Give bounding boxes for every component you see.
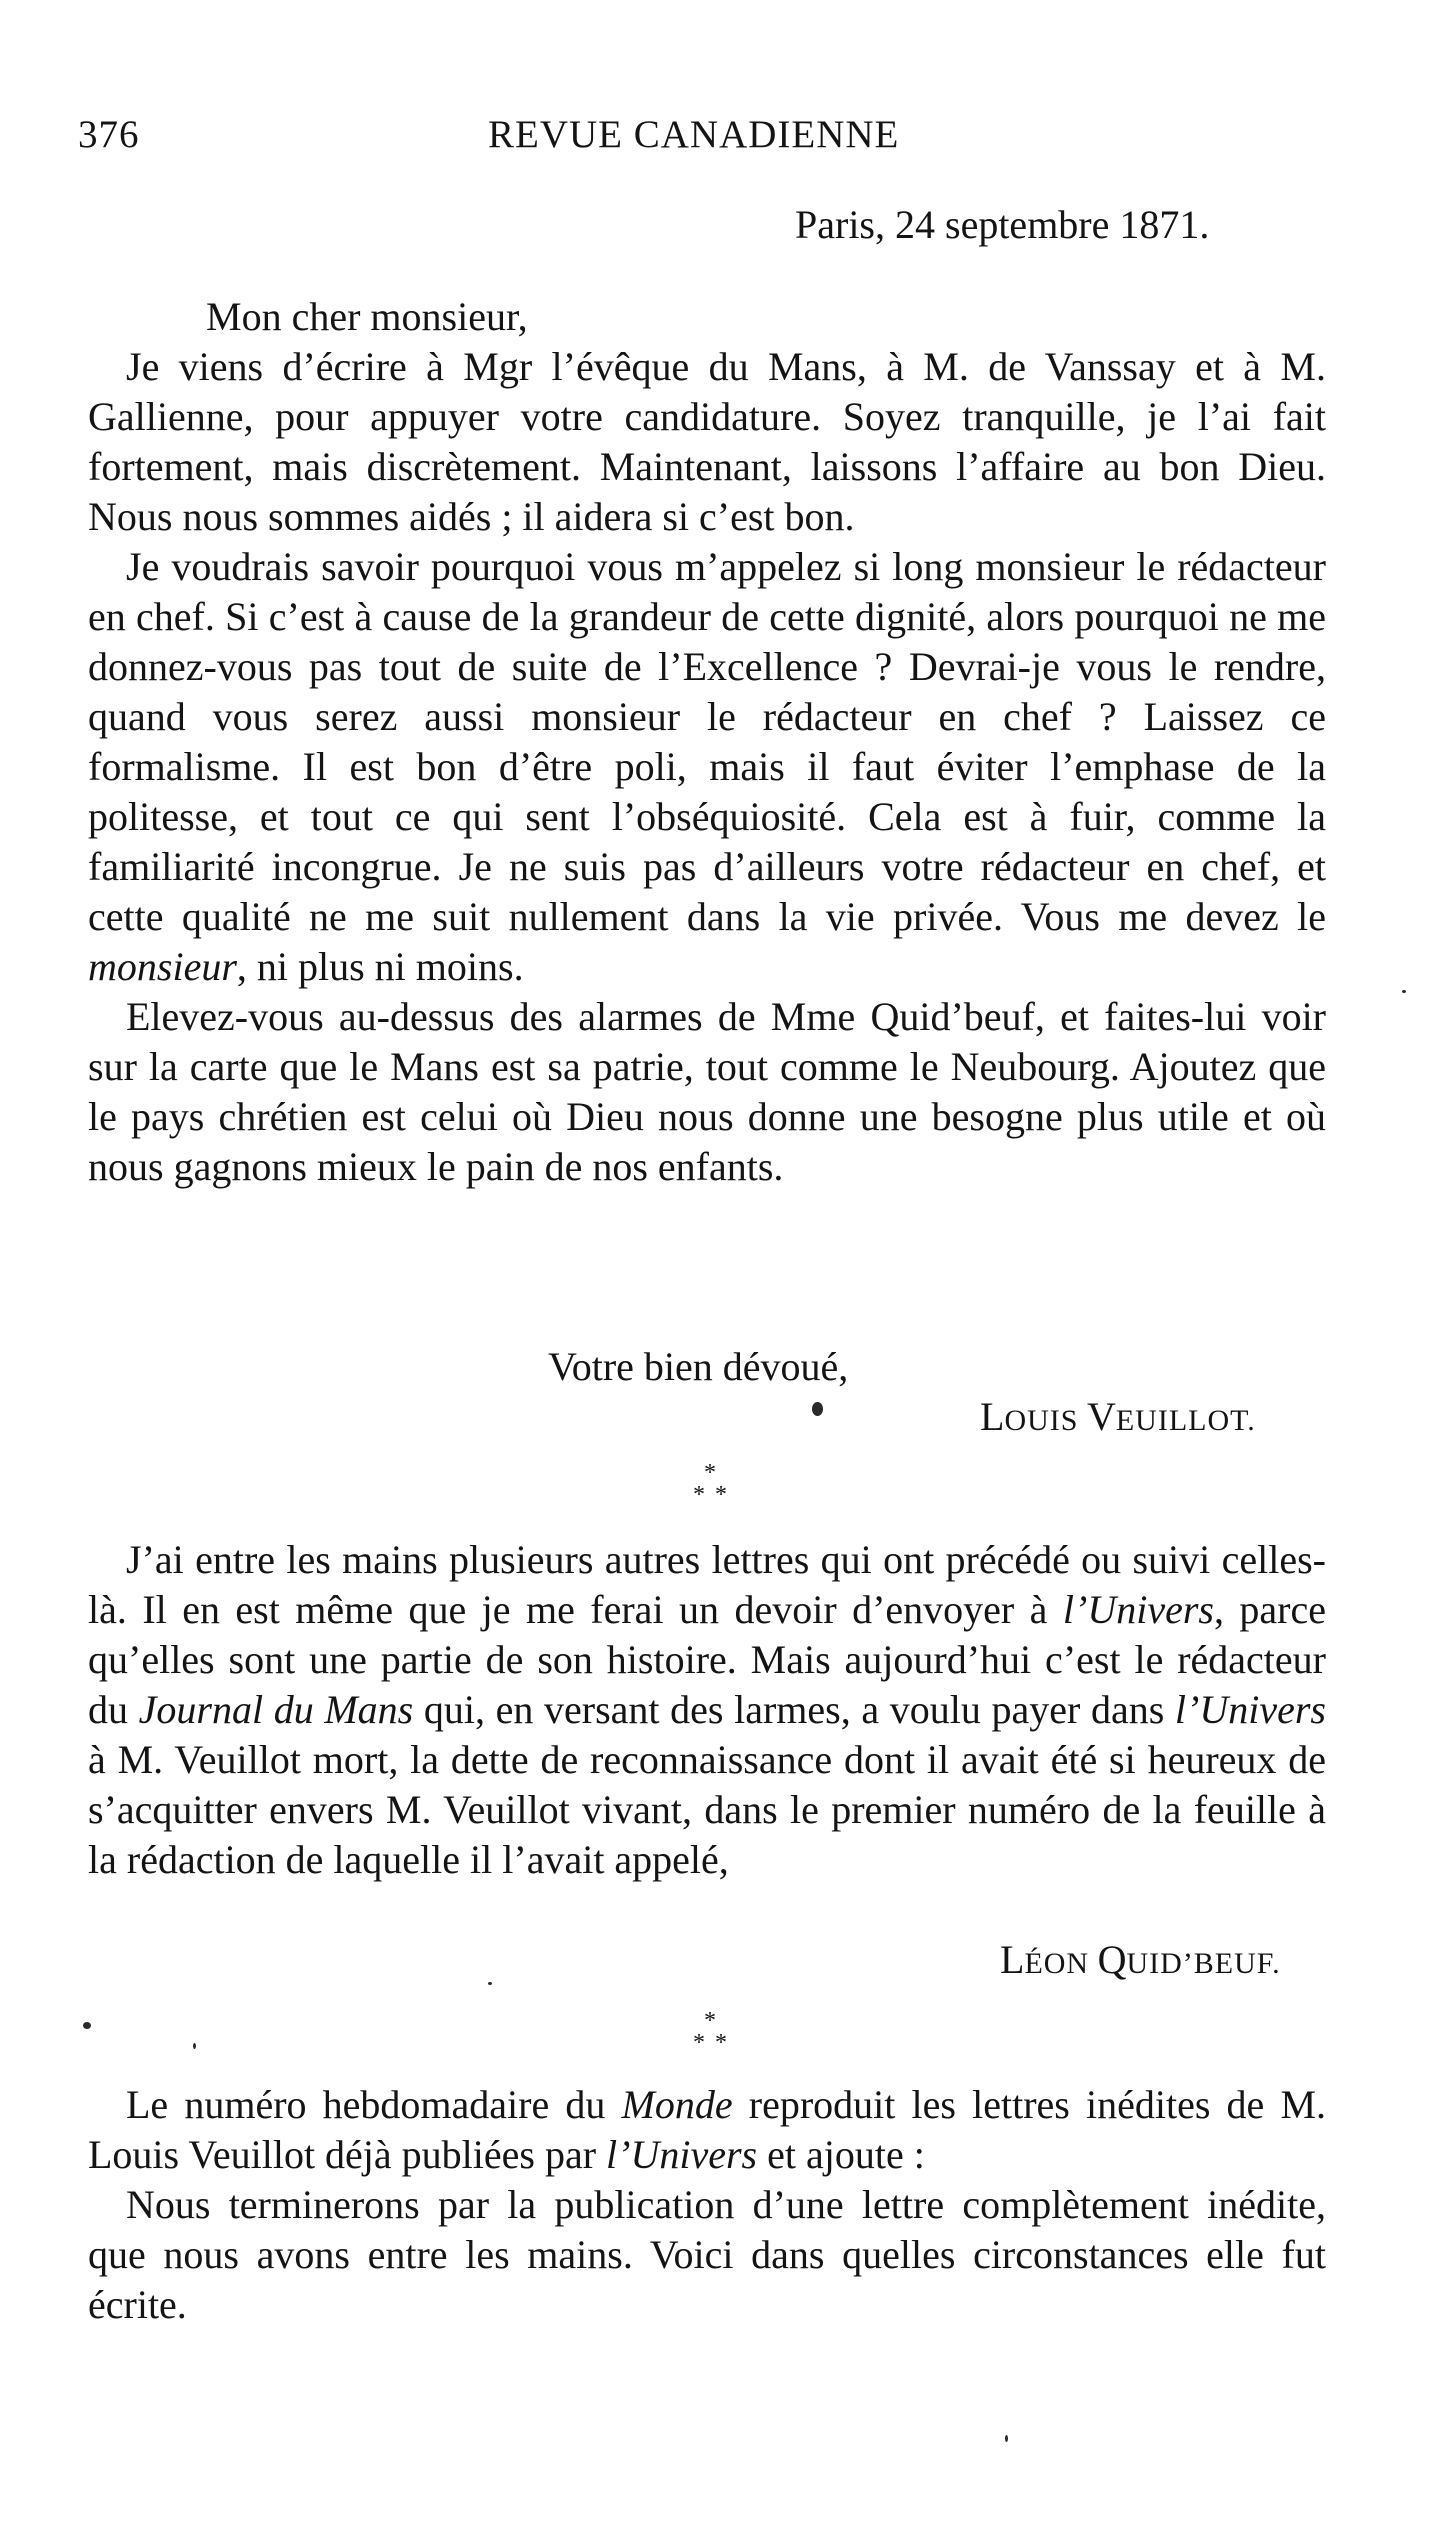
monde-note-italic-2: l’Univers (606, 2132, 758, 2177)
editor-note-text-1: J’ai entre les mains plusieurs autres lettres qui ont précédé ou suivi celles-là. Il en est même que je me ferai un devoir d’envoyer à (88, 1537, 1326, 1632)
editor-note-text-2: , parce qu’elles sont une partie de son histoire. Mais aujourd’hui c’est le rédacteur du (88, 1587, 1326, 1732)
editor-note-italic-3: l’Univers (1174, 1687, 1326, 1732)
editor-note (88, 1535, 1326, 1885)
editor-signature-initial-2: Q (1097, 1937, 1127, 1982)
separator-1-top: * (704, 1460, 716, 1486)
separator-2-top: * (704, 2008, 716, 2034)
letter-paragraph-2 (88, 542, 1326, 992)
scan-speck (1402, 990, 1406, 993)
letter-dateline: Paris, 24 septembre 1871. (795, 202, 1210, 247)
editor-signature-initial-1: L (1000, 1937, 1025, 1982)
editor-note-paragraph (88, 1535, 1326, 1885)
letter-signature-rest-2: EUILLOT. (1115, 1404, 1256, 1437)
letter-paragraph-2-end: , ni plus ni moins. (236, 944, 524, 989)
monde-note (88, 2080, 1326, 2330)
page-header (78, 112, 1318, 172)
editor-note-text-4: à M. Veuillot mort, la dette de reconnaissance dont il avait été si heureux de s’acquitter envers M. Veuillot vivant, dans le premier numéro de la feuille à la rédaction de laquelle il l’avait appelé, (88, 1737, 1326, 1882)
letter-signature-rest-1: OUIS (1004, 1404, 1087, 1437)
separator-2-bottom: ** (693, 2030, 737, 2056)
letter-signature-initial-2: V (1086, 1394, 1116, 1439)
monde-note-text-2: reproduit les lettres inédites de M. Louis Veuillot déjà publiées par (88, 2082, 1327, 2177)
editor-note-italic-1: l’Univers (1062, 1587, 1214, 1632)
monde-note-text-3: et ajoute : (757, 2132, 925, 2177)
editor-note-text-3: qui, en versant des larmes, a voulu payer dans (413, 1687, 1175, 1732)
running-title: REVUE CANADIENNE (488, 113, 900, 156)
separator-1-bottom: ** (693, 1482, 737, 1508)
letter-paragraph-3: Elevez-vous au-dessus des alarmes de Mme Quid’beuf, et faites-lui voir sur la carte que le Mans est sa patrie, tout comme le Neubourg. Ajoutez que le pays chrétien est celui où Dieu nous donne une besogne plus utile et où nous gagnons mieux le pain de nos enfants. (88, 994, 1326, 1189)
monde-note-italic-1: Monde (621, 2082, 733, 2127)
page-number: 376 (78, 113, 140, 156)
letter-paragraph-2-text: Je voudrais savoir pourquoi vous m’appelez si long monsieur le rédacteur en chef. Si c’est à cause de la grandeur de cette dignité, alors pourquoi ne me donnez-vous pas tout de suite de l’Excellence ? Devrai-je vous le rendre, quand vous serez aussi monsieur le rédacteur en chef ? Laissez ce formalisme. Il est bon d’être poli, mais il faut éviter l’emphase de la politesse, et tout ce qui sent l’obséquiosité. Cela est à fuir, comme la familiarité incongrue. Je ne suis pas d’ailleurs votre rédacteur en chef, et cette qualité ne me suit nullement dans la vie privée. Vous me devez le (88, 544, 1326, 939)
scan-speck (1005, 2435, 1008, 2442)
letter-signature-initial-1: L (980, 1394, 1005, 1439)
monde-note-paragraph-2: Nous terminerons par la publication d’une lettre complètement inédite, que nous avons entre les mains. Voici dans quelles circonstances elle fut écrite. (88, 2182, 1326, 2327)
section-separator-1 (680, 1462, 740, 1512)
letter-paragraph-1: Je viens d’écrire à Mgr l’évêque du Mans, à M. de Vanssay et à M. Gallienne, pour appuyer votre candidature. Soyez tranquille, je l’ai fait fortement, mais discrètement. Maintenant, laissons l’affaire au bon Dieu. Nous nous sommes aidés ; il aidera si c’est bon. (88, 344, 1326, 539)
letter-body (88, 292, 1326, 1192)
letter-paragraph-2-italic: monsieur (88, 944, 237, 989)
section-separator-2 (680, 2010, 740, 2060)
editor-signature-rest-1: ÉON (1024, 1947, 1098, 1980)
scan-speck (83, 2022, 91, 2029)
monde-note-paragraph-1 (88, 2080, 1326, 2180)
monde-note-text-1: Le numéro hebdomadaire du (126, 2082, 622, 2127)
editor-signature (1000, 1935, 1281, 1989)
editor-signature-rest-2: UID’BEUF. (1126, 1947, 1281, 1980)
scan-speck (193, 2043, 196, 2049)
scan-speck (812, 1402, 823, 1416)
scan-speck (488, 1982, 492, 1985)
editor-note-italic-2: Journal du Mans (138, 1687, 414, 1732)
letter-closing: Votre bien dévoué, (548, 1344, 849, 1389)
letter-signature (980, 1392, 1256, 1446)
letter-salutation: Mon cher monsieur, (206, 294, 528, 339)
